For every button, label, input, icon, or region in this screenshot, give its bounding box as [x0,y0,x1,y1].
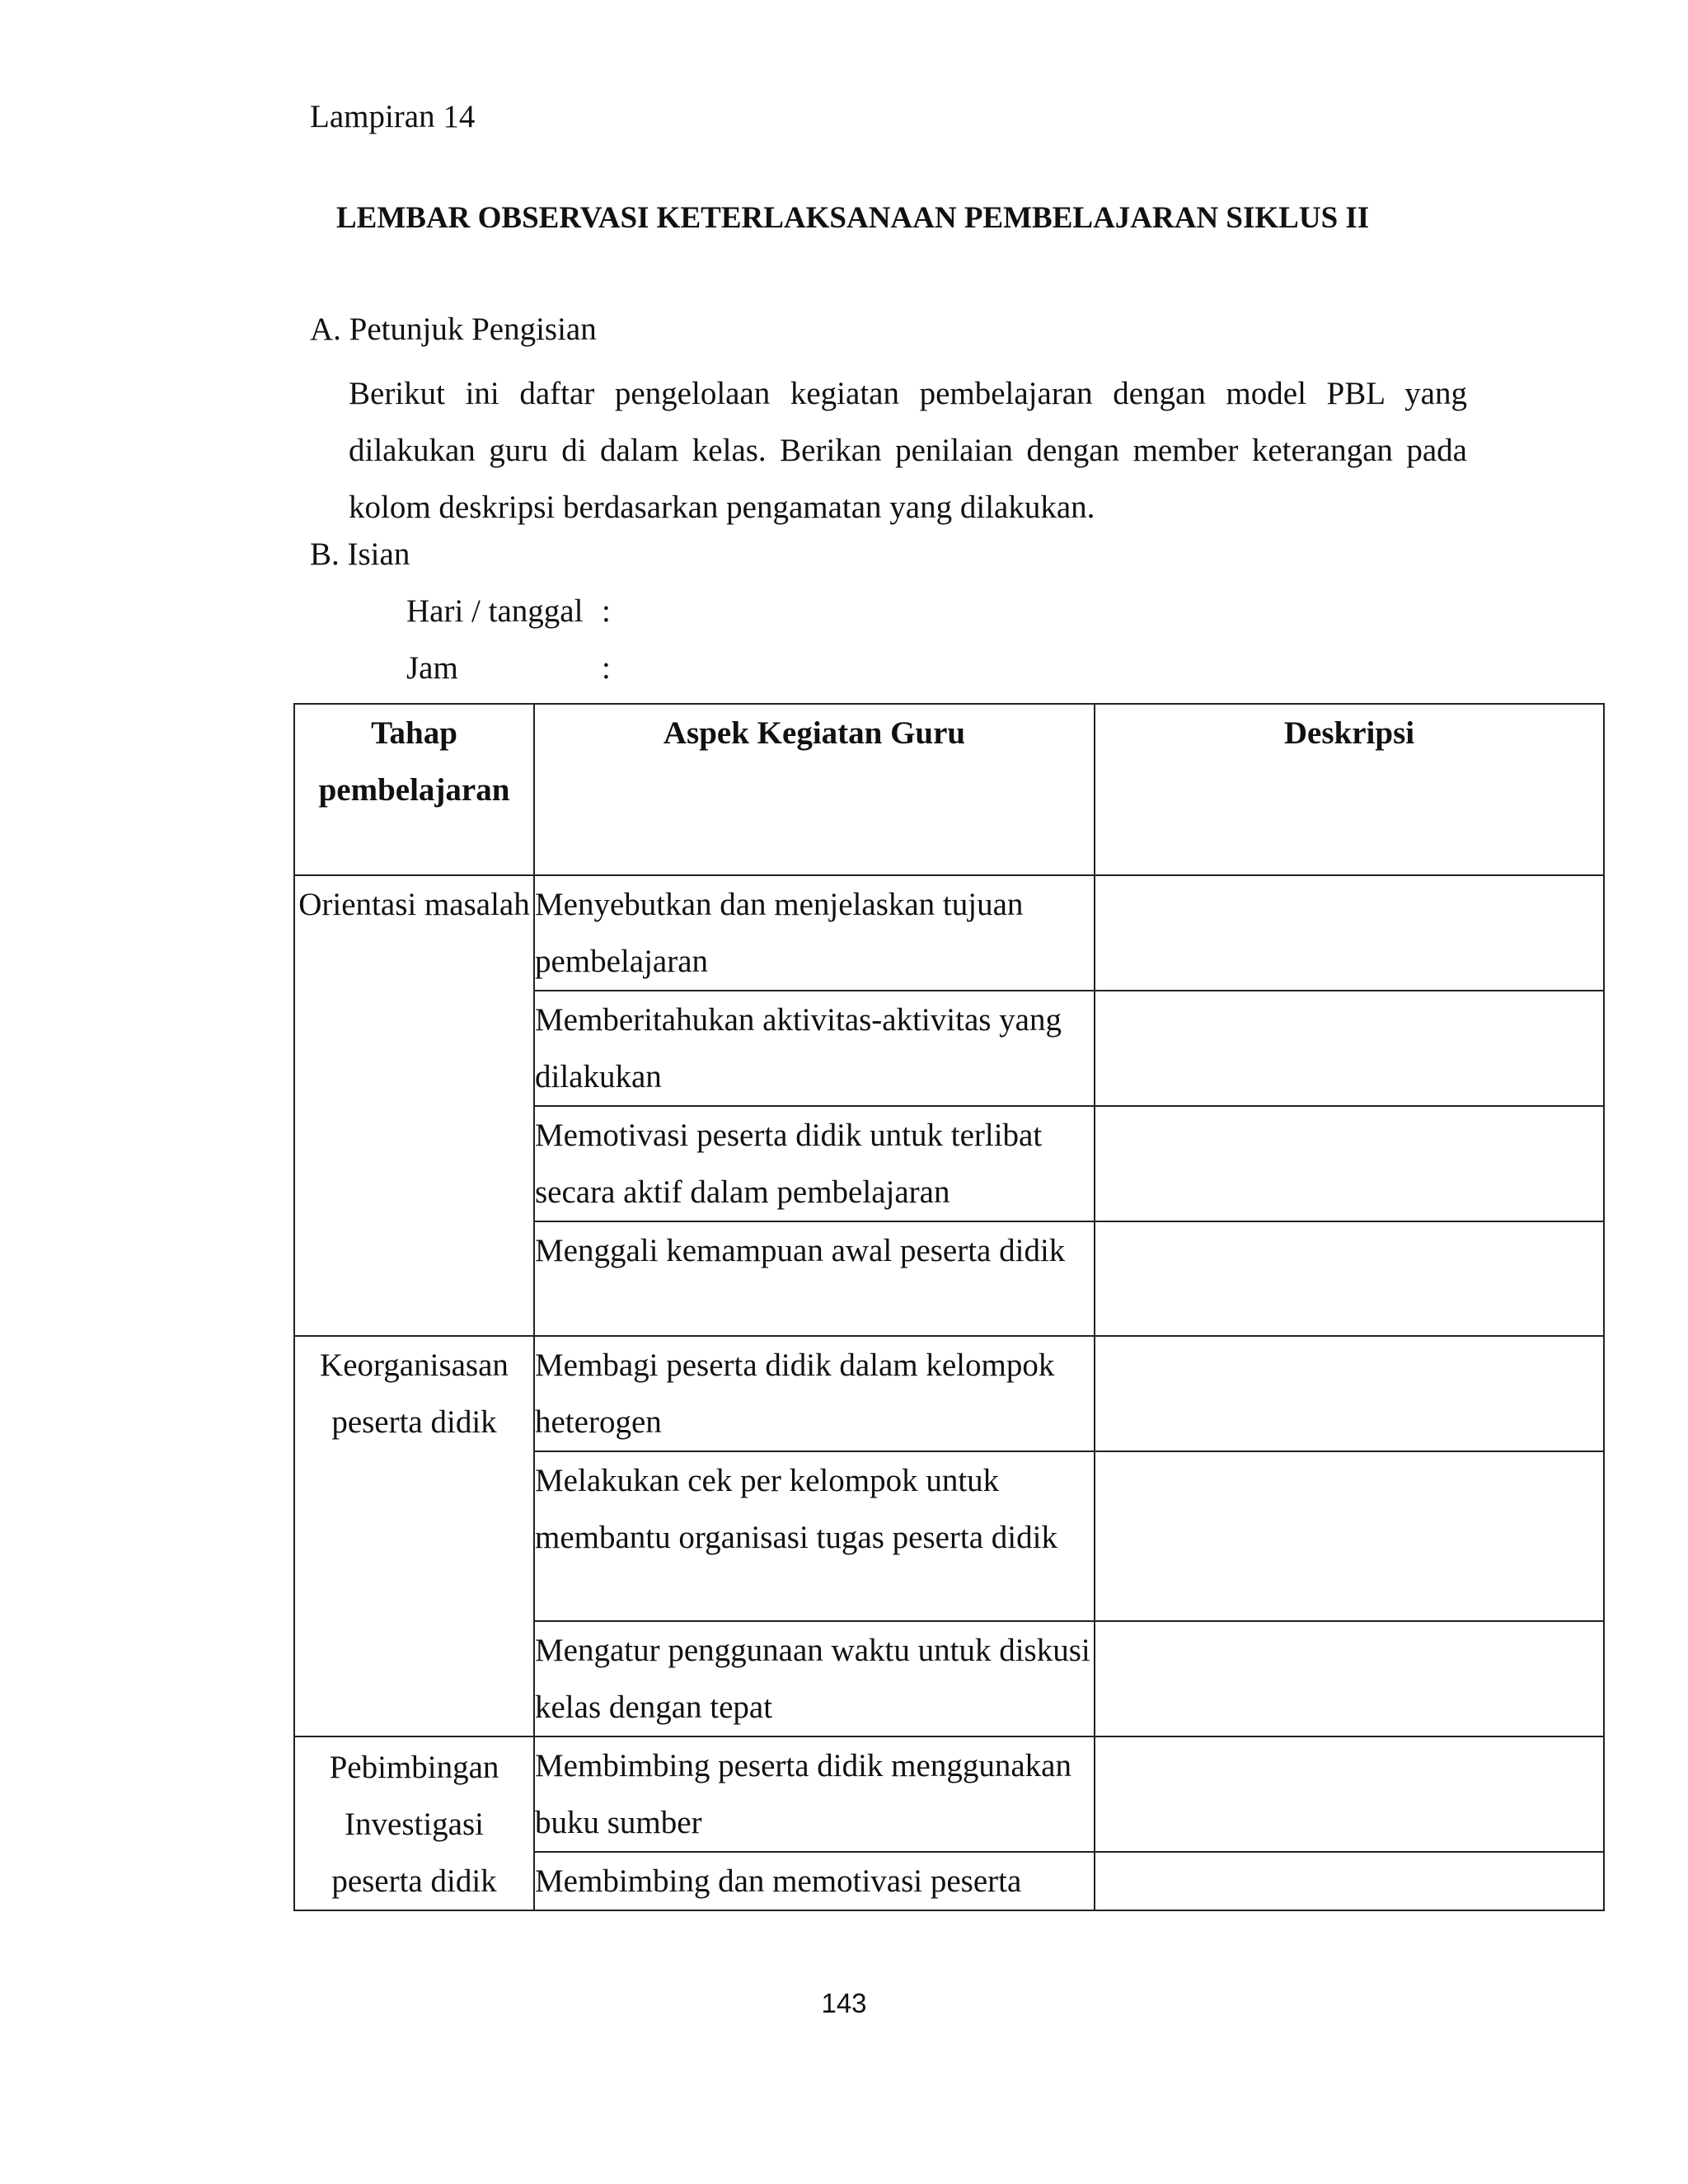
instructions-paragraph: Berikut ini daftar pengelolaan kegiatan pembelajaran dengan model PBL yang dilakukan guru di dalam kelas. Berikan penilaian dengan member keterangan pada kolom deskripsi berdasarkan pengamatan yang dilakukan. [349,376,1467,525]
stage-cell: Orientasi masalah [294,875,534,1336]
date-field-label: Hari / tanggal [406,593,584,629]
time-field-colon: : [602,650,611,686]
stage-cell: Keorganisasan peserta didik [294,1336,534,1736]
activity-cell: Menggali kemampuan awal peserta didik [534,1221,1095,1336]
description-cell[interactable] [1095,1621,1604,1736]
section-b-heading: B. Isian [310,537,410,572]
appendix-label: Lampiran 14 [310,99,476,134]
activity-cell: Membimbing dan memotivasi peserta [534,1852,1095,1910]
activity-cell: Mengatur penggunaan waktu untuk diskusi kelas dengan tepat [534,1621,1095,1736]
stage-cell: Pebimbingan Investigasi peserta didik [294,1736,534,1910]
page-number: 143 [821,1988,867,2018]
document-title: LEMBAR OBSERVASI KETERLAKSANAAN PEMBELAJARAN SIKLUS II [336,201,1370,235]
header-description: Deskripsi [1095,704,1604,875]
activity-cell: Membagi peserta didik dalam kelompok heterogen [534,1336,1095,1451]
table-row [294,875,1604,991]
activity-cell: Membimbing peserta didik menggunakan buku sumber [534,1736,1095,1852]
table-row [294,1336,1604,1451]
activity-cell: Menyebutkan dan menjelaskan tujuan pembelajaran [534,875,1095,991]
description-cell[interactable] [1095,1736,1604,1852]
description-cell[interactable] [1095,1336,1604,1451]
description-cell[interactable] [1095,1106,1604,1221]
description-cell[interactable] [1095,991,1604,1106]
activity-cell: Memberitahukan aktivitas-aktivitas yang dilakukan [534,991,1095,1106]
activity-cell: Memotivasi peserta didik untuk terlibat secara aktif dalam pembelajaran [534,1106,1095,1221]
description-cell[interactable] [1095,1451,1604,1621]
activity-cell: Melakukan cek per kelompok untuk membantu organisasi tugas peserta didik [534,1451,1095,1621]
description-cell[interactable] [1095,1852,1604,1910]
header-activity: Aspek Kegiatan Guru [534,704,1095,875]
section-a-heading: A. Petunjuk Pengisian [310,312,597,347]
description-cell[interactable] [1095,875,1604,991]
table-row [294,1736,1604,1852]
date-field-colon: : [602,593,611,629]
table-header-row [294,704,1604,875]
header-stage: Tahap pembelajaran [294,704,534,875]
observation-table [293,703,1605,1911]
description-cell[interactable] [1095,1221,1604,1336]
time-field-label: Jam [406,650,458,686]
